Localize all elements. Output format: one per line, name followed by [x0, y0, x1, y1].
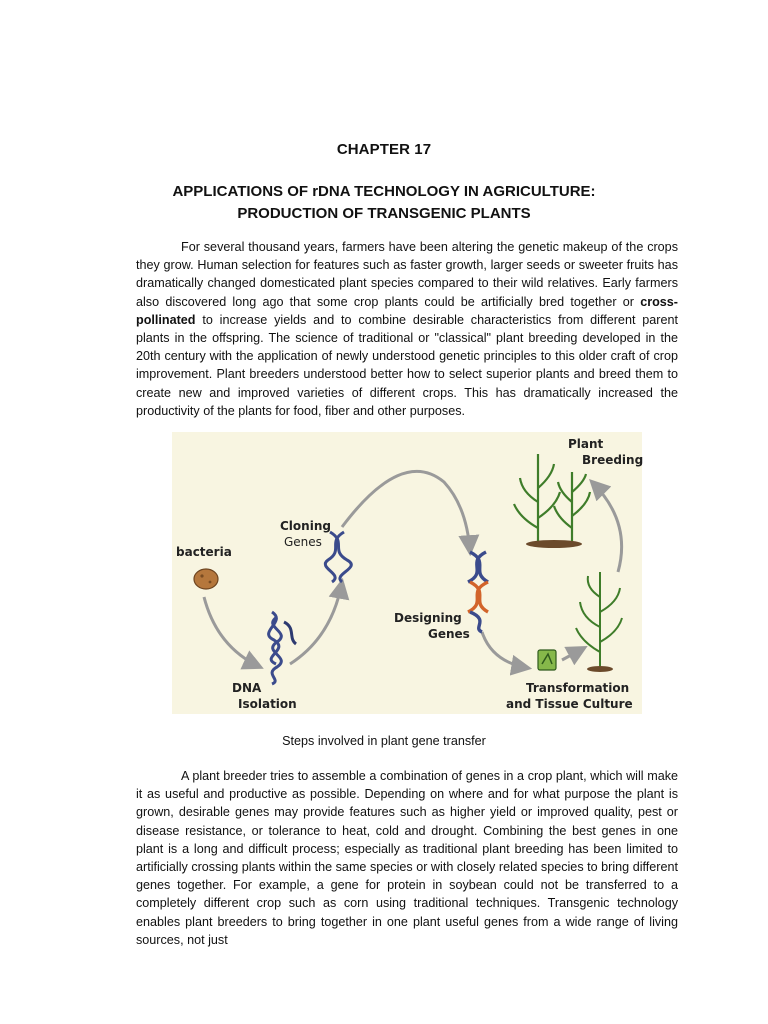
paragraph-intro-text-1: For several thousand years, farmers have been altering the genetic makeup of the crops they grow. Human selection for features such as faster growth, larger seeds or sweeter fruits has dramatically changed domesticated plant species compared to their wild relatives. Early farmers also discovered long ago that some crop plants could be artificially bred together or [136, 240, 678, 309]
arrow-cloning-to-designing [342, 471, 470, 552]
label-transformation: Transformation [526, 681, 630, 695]
figure-illustration [172, 432, 642, 714]
transformed-plant-icon [576, 572, 622, 672]
gene-transfer-figure [172, 432, 642, 714]
label-isolation: Isolation [238, 697, 297, 711]
label-bacteria: bacteria [176, 545, 232, 559]
chapter-title-line-2: PRODUCTION OF TRANSGENIC PLANTS [237, 205, 531, 222]
paragraph-breeder: A plant breeder tries to assemble a combination of genes in a crop plant, which will make it as useful and productive as possible. Depending on where and for what purpose the plant is grown, desirable genes may provide features such as higher yield or improved quality, pest or disease resistance, or tolerance to heat, cold and drought. Combining the best genes in one plant is a long and difficult process; especially as traditional plant breeding has been limited to artificially crossing plants within the same species or with closely related species to bring different genes together. For example, a gene for protein in soybean could not be transferred to a completely different crop such as corn using traditional techniques. Transgenic technology enables plant breeders to bring together in one plant useful genes from a wide range of living sources, not just [136, 769, 678, 947]
paragraph-intro-text-2: to increase yields and to combine desirable characteristics from different parent plants in the offspring. The science of traditional or "classical" plant breeding developed in the 20th century with the application of newly understood genetic principles to this older craft of crop improvement. Plant breeders understood better how to select superior plants and breed them to create new and improved varieties of different crops. This has dramatically increased the productivity of the plants for food, fiber and other purposes. [136, 312, 678, 418]
mature-plants-icon [514, 454, 590, 548]
term-cross-pollinated: cross-pollinated [136, 294, 678, 327]
chapter-heading: CHAPTER 17 [336, 141, 432, 158]
label-cloning-genes: Genes [284, 535, 322, 549]
label-dna: DNA [232, 681, 262, 695]
chapter-title-line-1: APPLICATIONS OF rDNA TECHNOLOGY IN AGRICULTURE: [172, 183, 596, 200]
arrow-transform-to-plant [562, 648, 584, 660]
label-tissue-culture: and Tissue Culture [506, 697, 633, 711]
label-breeding: Breeding [582, 453, 644, 467]
tissue-culture-icon [538, 650, 556, 670]
figure-caption: Steps involved in plant gene transfer [282, 734, 486, 748]
paragraph-intro [136, 238, 678, 420]
label-cloning: Cloning [280, 519, 331, 533]
arrow-bacteria-to-dna [204, 597, 260, 667]
label-plant: Plant [568, 437, 604, 451]
arrow-plant-to-breeding [592, 482, 622, 572]
arrow-designing-to-transform [482, 632, 528, 668]
designing-dna-icon [468, 552, 488, 632]
bacteria-icon [194, 569, 218, 589]
dna-coil-icon [269, 612, 296, 684]
arrow-dna-to-cloning [290, 582, 342, 664]
cloning-dna-icon [325, 532, 351, 582]
chapter-title [0, 181, 768, 225]
label-designing: Designing [394, 611, 462, 625]
label-designing-genes: Genes [428, 627, 470, 641]
